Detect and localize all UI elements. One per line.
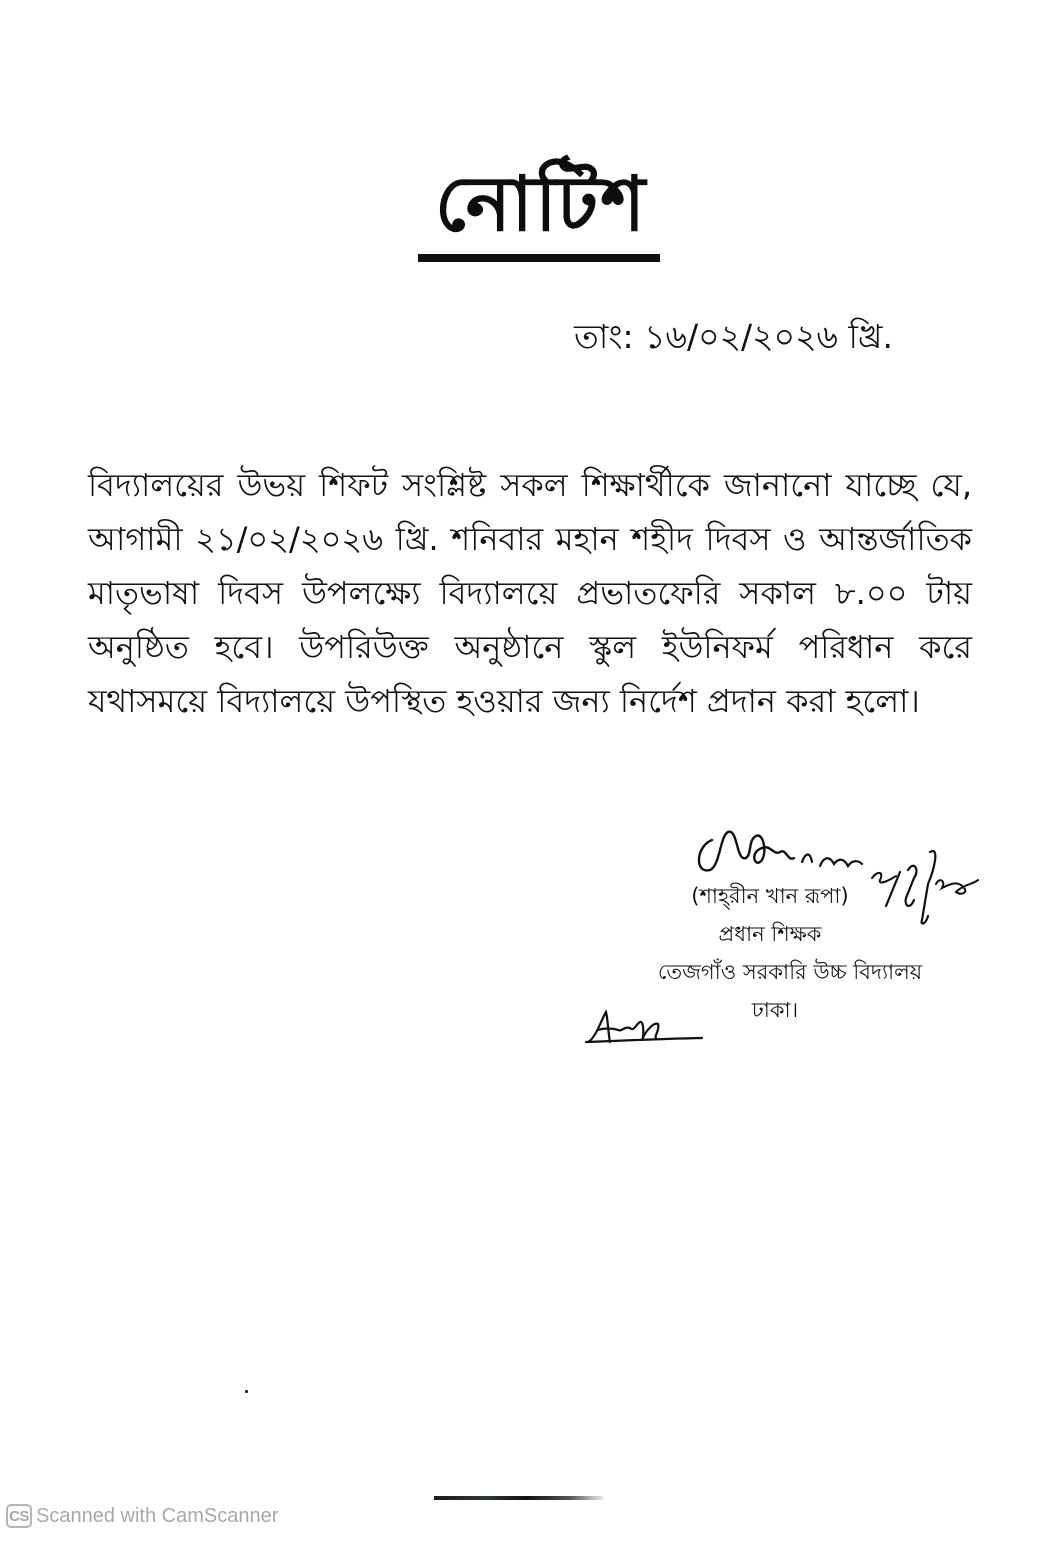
body-line: মাতৃভাষা দিবস উপলক্ষ্যে বিদ্যালয়ে প্রভাতফেরি সকাল ৮.০০ টায়	[88, 574, 972, 612]
signatory-block	[620, 878, 960, 1028]
camscanner-logo-icon: CS	[6, 1504, 32, 1528]
body-line: যথাসময়ে বিদ্যালয়ে উপস্থিত হওয়ার জন্য নির্দেশ প্রদান করা হলো।	[88, 682, 920, 720]
institution-name: তেজগাঁও সরকারি উচ্চ বিদ্যালয়	[657, 960, 923, 984]
notice-date: তাং: ১৬/০২/২০২৬ খ্রি.	[574, 317, 893, 356]
watermark-text: Scanned with CamScanner	[36, 1504, 279, 1527]
scan-speck	[245, 1390, 248, 1393]
notice-title: নোটিশ	[434, 159, 648, 248]
scan-edge-artifact	[434, 1496, 604, 1500]
institution-city: ঢাকা।	[751, 998, 799, 1022]
body-line: আগামী ২১/০২/২০২৬ খ্রি. শনিবার মহান শহীদ দিবস ও আন্তর্জাতিক	[88, 520, 972, 558]
camscanner-watermark	[6, 1504, 278, 1528]
notice-heading	[418, 158, 664, 250]
title-underline	[418, 254, 660, 262]
body-line: বিদ্যালয়ের উভয় শিফট সংশ্লিষ্ট সকল শিক্ষার্থীকে জানানো যাচ্ছে যে,	[88, 466, 972, 504]
body-line: অনুষ্ঠিত হবে। উপরিউক্ত অনুষ্ঠানে স্কুল ইউনিফর্ম পরিধান করে	[88, 628, 972, 666]
countersign-initials	[584, 1008, 708, 1050]
signatory-name: (শাহ্‌রীন খান রূপা)	[691, 884, 849, 908]
notice-body	[88, 458, 972, 728]
signatory-designation: প্রধান শিক্ষক	[718, 922, 822, 946]
